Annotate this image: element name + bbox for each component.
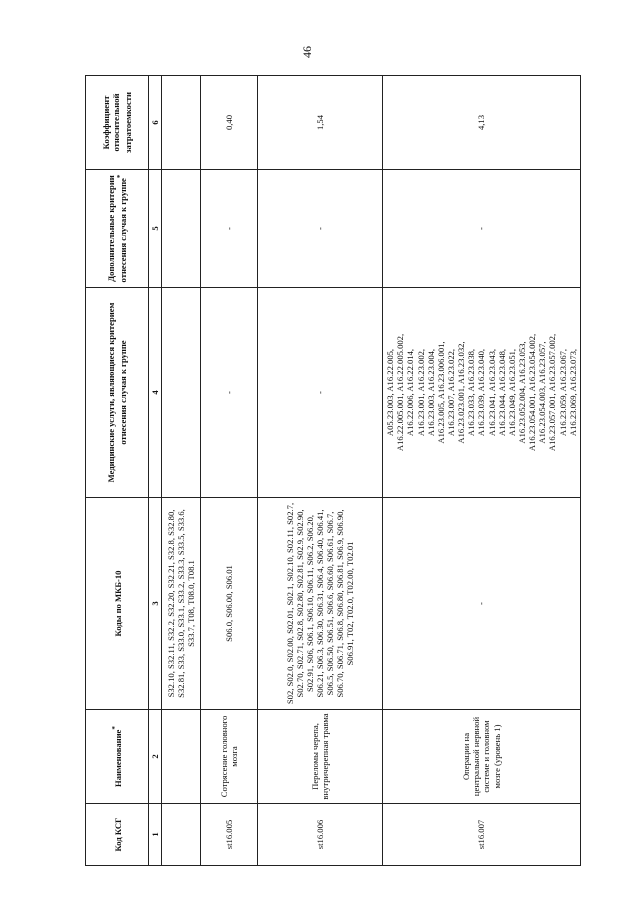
service-line: A16.23.052.004, A16.23.053, (516, 341, 527, 444)
service-line: A16.23.057.001, A16.23.057.002, (547, 333, 558, 452)
header-cell: Коды по МКБ-10 (86, 498, 149, 710)
rotated-table-wrapper (85, 46, 578, 866)
ksg-name-cell: Операции на центральной нервной системе и головном мозге (уровень 1) (383, 710, 581, 804)
extra-criteria-cell (162, 170, 201, 288)
table-row (383, 76, 581, 866)
ksg-code-cell: st16.005 (201, 804, 258, 866)
ksg-name-cell: Переломы черепа, внутричерепная травма (258, 710, 383, 804)
page-number: 46 (300, 46, 314, 58)
service-line: A16.23.041, A16.23.043, (486, 348, 497, 437)
ksg-code-cell: st16.006 (258, 804, 383, 866)
extra-criteria-cell: - (383, 170, 581, 288)
service-line: A16.23.054.003, A16.23.057, (537, 341, 548, 444)
column-number: 2 (149, 710, 162, 804)
table-row (201, 76, 258, 866)
header-cell: Медицинские услуги, являющиеся критерием отнесения случая к группе (86, 288, 149, 498)
ksg-name-cell (162, 710, 201, 804)
service-line: A16.23.069, A16.23.073, (567, 348, 578, 437)
table-row (162, 76, 201, 866)
service-line: A16.23.007, A16.23.022, (445, 348, 456, 437)
table-header-row (86, 76, 149, 866)
services-cell (162, 288, 201, 498)
table-row (258, 76, 383, 866)
coefficient-cell: 0,40 (201, 76, 258, 170)
service-line: A16.23.054.001, A16.23.054.002, (527, 333, 538, 452)
header-cell: Коэффициент относительной затратоемкости (86, 76, 149, 170)
ksg-code-cell: st16.007 (383, 804, 581, 866)
coefficient-cell: 1,54 (258, 76, 383, 170)
service-line: A16.23.001, A16.23.002, (415, 348, 426, 437)
coefficient-cell: 4,13 (383, 76, 581, 170)
service-line: A16.22.005.001, A16.22.005.002, (395, 333, 406, 452)
header-cell: Наименование* (86, 710, 149, 804)
service-line: A16.23.033, A16.23.038, (466, 348, 477, 437)
service-line: A05.23.003, A16.22.005, (385, 348, 396, 437)
header-cell: Дополнительные критерии отнесения случая к группе* (86, 170, 149, 288)
icd-codes-cell: S06.0, S06.00, S06.01 (201, 498, 258, 710)
column-number: 4 (149, 288, 162, 498)
icd-codes-cell: - (383, 498, 581, 710)
service-line: A16.23.044, A16.23.048, (496, 348, 507, 437)
service-line: A16.22.006, A16.22.014, (405, 348, 416, 437)
extra-criteria-cell: - (201, 170, 258, 288)
column-number: 6 (149, 76, 162, 170)
column-number: 3 (149, 498, 162, 710)
ksg-table (85, 75, 581, 866)
icd-codes-cell: S32.10, S32.11, S32.2, S32.20, S32.21, S32.8, S32.80, S32.81, S33, S33.0, S33.1, S33.2, S33.3, S33.5, S33.6, S33.7, T08, T08.0, T08.1 (162, 498, 201, 710)
services-cell (383, 288, 581, 498)
extra-criteria-cell: - (258, 170, 383, 288)
service-line: A16.23.039, A16.23.040, (476, 348, 487, 437)
column-number: 5 (149, 170, 162, 288)
icd-codes-cell: S02, S02.0, S02.00, S02.01, S02.1, S02.10, S02.11, S02.7, S02.70, S02.71, S02.8, S02.80, S02.81, S02.9, S02.90, S02.91, S06, S06.1, S06.10, S06.11, S06.2, S06.20, S06.21, S06.3, S06.30, S06.31, S06.4, S06.40, S06.41, S06.5, S06.50, S06.51, S06.6, S06.60, S06.61, S06.7, S06.70, S06.71, S06.8, S06.80, S06.81, S06.9, S06.90, S06.91, T02, T02.0, T02.00, T02.01 (258, 498, 383, 710)
column-number: 1 (149, 804, 162, 866)
header-cell: Код КСГ (86, 804, 149, 866)
coefficient-cell (162, 76, 201, 170)
service-line: A16.23.005, A16.23.006.001, (435, 341, 446, 444)
column-number-row (149, 76, 162, 866)
service-line: A16.23.023.001, A16.23.032, (456, 341, 467, 444)
service-line: A16.23.059, A16.23.067, (557, 348, 568, 437)
services-cell: - (201, 288, 258, 498)
ksg-name-cell: Сотрясение головного мозга (201, 710, 258, 804)
services-cell: - (258, 288, 383, 498)
service-line: A16.23.003, A16.23.004, (425, 348, 436, 437)
ksg-code-cell (162, 804, 201, 866)
service-line: A16.23.049, A16.23.051, (506, 348, 517, 437)
